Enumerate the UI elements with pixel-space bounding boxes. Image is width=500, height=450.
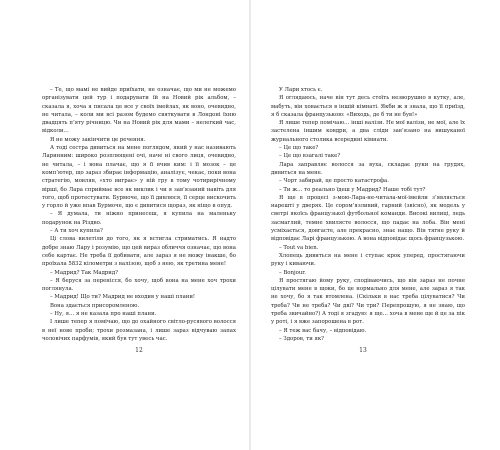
paragraph: – Здоров, ти як? xyxy=(279,335,325,342)
paragraph: – Чорт забирай, це просто катастрофа. xyxy=(279,178,389,185)
paragraph: – Tout va bien. xyxy=(279,244,319,251)
paragraph: І лише тепер я помічаю, що до охайного світло-русявого волосся в неї нове проби; трохи розмазана, і лише зараз відчуваю запах чоловічих парфумів, який був тут увесь час. xyxy=(42,319,236,342)
paragraph: – Bonjour. xyxy=(279,269,306,276)
paragraph: Я ще в процесі з-мою-Лара-не-читала-мої-імейли з’являється нарешті у дверях. Це сором’язливий, гарний (звісно), як модель у светрі якоїсь французької футбольної команди. Високі вилиці, ледь засмаглий, темне хвилясте волосся, що падає на лоба. Він мені усміхається, довгасте, але прекрасно, знає нащо. Він тягне руку й відповідає Ларі французькою. А вона відповідає щось французькою. xyxy=(271,194,465,243)
page-number-right: 13 xyxy=(359,347,367,354)
paragraph: А тоді сестра дивиться на мене поглядом, який у нас називають Ларинним: широко розплющені очі, наче ні свого лиця, очевидно, не читала, – і вона плачає, що я її вчив ким: і її мозок – це комп’ютер, що зараз збирає інформацію, аналізує, чекає, поки вона стратегію, мовляв, «хто виграє» у ній гру в тому чотирирічному вірші, бо Лара сприймає все як виклик і чи я зав’язаний навіть для того, щоб протестувати. Бурмоче, що її дивлюся, її серце вискочить у горло й уже впав Бурмоче, що є дивитися щораз, як ніщо в опуд. xyxy=(42,145,236,210)
paragraph: Лара заправляє волосся за вуха, складає руки на грудях, дивиться на мене. xyxy=(271,161,465,176)
paragraph: Я лише тепер помічаю… інші валізи. Не мої валізи, не мої, але їх застелена іншим ковдри, а два сліди зав’язано на вишуканої журнального столика всередині кімнати. xyxy=(271,120,465,143)
paragraph: – Те, що мамі не вийде приїхати, не означає, що ми не можемо організувати цей тур і подарувати їй на Новий рік альбом, – сказала я, хоча я писала це все у своїх імейлах, як воно, очевидно, не читала, – коли ми всі разом будемо святкувати в Лондоні їхню двадцять п’яту річницю. Чи на Новий рік для мами – нелегкий час, відколи… xyxy=(42,87,236,135)
paragraph: – Я теж вас бачу, – відповідаю. xyxy=(279,327,367,334)
paragraph: – Мадрид? Так Мадрид? xyxy=(50,269,119,276)
page-number-left: 12 xyxy=(135,347,143,354)
paragraph: – А ти хоч купила? xyxy=(50,228,103,235)
paragraph: У Лари хтось є. xyxy=(279,87,323,93)
paragraph: – Я думала, ти ніжно принесеш, я купила на маленьку подарунок на Різдво. xyxy=(42,211,236,226)
left-page-text xyxy=(42,86,236,343)
paragraph: Я не можу закінчити це речення. xyxy=(50,136,146,143)
paragraph: – Це що таке? xyxy=(279,145,319,152)
paragraph: Вона здається присоромленою. xyxy=(50,302,140,309)
paragraph: Я простягаю йому руку, сподіваючись, що він зараз не почне цілувати мене в щоки, бо це нормально для мене, але зараз я так не хочу, бо я так втомлена. (Скільки в нас треба цілуватися? Чи треба? Чи не треба? Чи дві? Чи три? Перепрошую, я не знаю, що треба звичайно?) А тоді я згадую: я ще… хоча в мене ще й це за пік у роті, і я вже запорошена в рот. xyxy=(271,277,465,326)
right-page-text xyxy=(271,86,465,343)
paragraph: – Я беруся за перенісся, бо хочу, щоб вона на мене хоч трохи поглянула. xyxy=(42,277,236,293)
paragraph: – Ну, я… я не казала про наші плани. xyxy=(50,311,157,318)
paragraph: – Мадрид! Що ти? Мадрид не входив у наші плани! xyxy=(50,294,196,301)
right-page xyxy=(250,0,500,450)
paragraph: – Це що взагалі таке? xyxy=(279,153,341,160)
paragraph: Ці слова вилетіли до того, як я встигла стриматись. Я надто добре знаю Лару і розумію, що цей вираз обличчя означає, що вона себе картає. Не треба її добивати, але зараз я не можу інакше, бо проїхала 5832 кілометри з валізою, щоб з нею, як третина мене! xyxy=(42,236,236,268)
paragraph: – Ти ж… то реально їдеш у Мадрид? Наше тобі тут? xyxy=(279,186,426,193)
paragraph: Хлопець дивиться на мене і ступає крок уперед, простягаючи руку і киваючи. xyxy=(271,252,465,268)
paragraph: Я оглядаюсь, наче він тут десь стоїть незворушно в кутку, але, мабуть, він ховається в іншій кімнаті. Якби ж я знала, що її приїзд, я б сказала французькою: «Виходь, де б ти не був!» xyxy=(271,95,465,118)
